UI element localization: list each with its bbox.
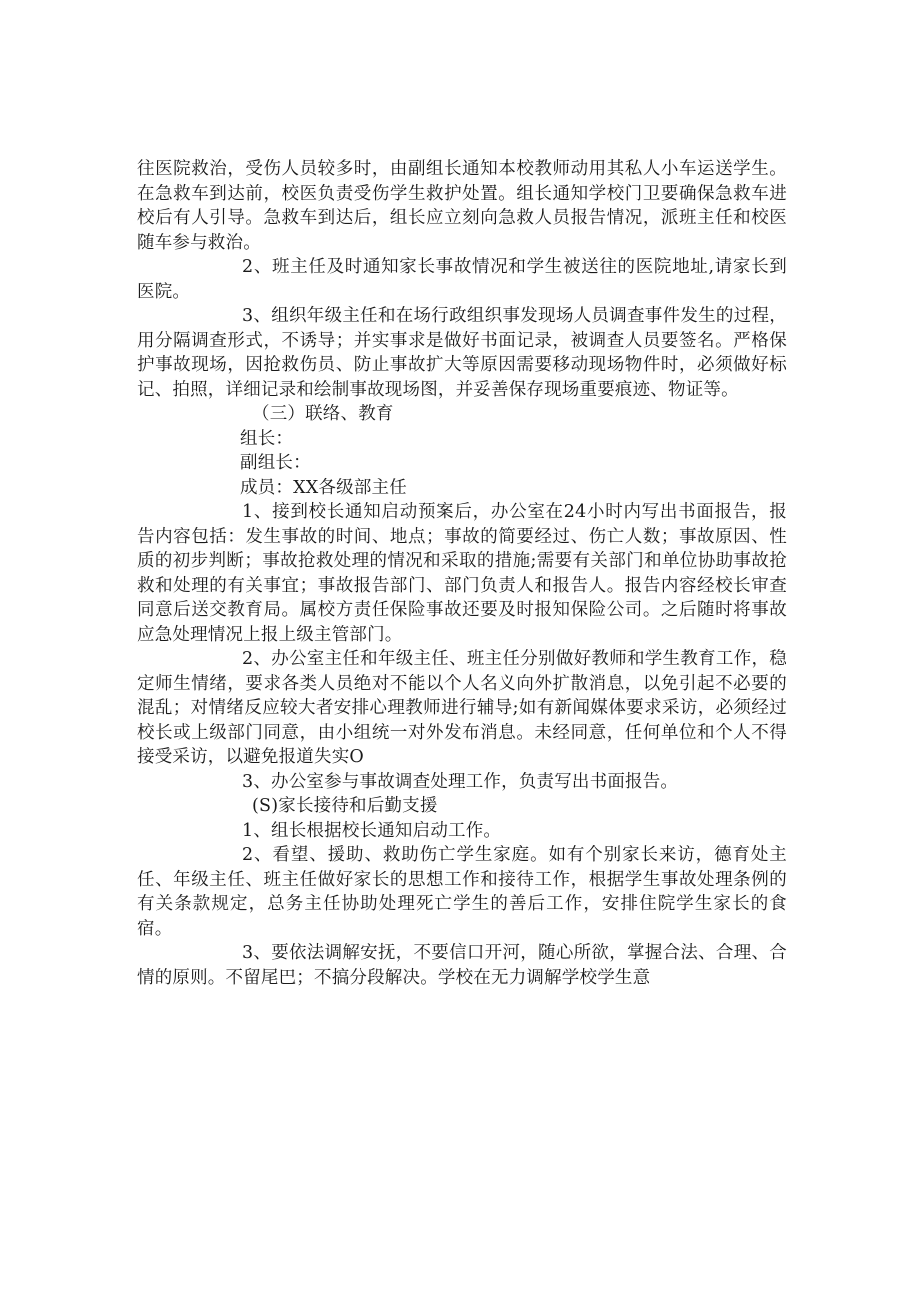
paragraph-education-work: 2、办公室主任和年级主任、班主任分别做好教师和学生教育工作，稳定师生情绪，要求各类人员绝对不能以个人名义向外扩散消息，以免引起不必要的混乱；对情绪反应较大者安排心理教师进行辅导;如有新闻媒体要求采访，必须经过校长或上级部门同意，由小组统一对外发布消息。未经同意，任何单位和个人不得接受采访，以避免报道失实O xyxy=(137,649,787,767)
role-members: 成员：XX各级部主任 xyxy=(240,477,407,498)
document-body xyxy=(137,157,787,990)
paragraph-office-participation: 3、办公室参与事故调查处理工作，负责写出书面报告。 xyxy=(242,771,679,792)
paragraph-investigation: 3、组织年级主任和在场行政组织事发现场人员调查事件发生的过程，用分隔调查形式，不诱导；并实事求是做好书面记录，被调查人员要签名。严格保护事故现场，因抢救伤员、防止事故扩大等原因需要移动现场物件时，必须做好标记、拍照，详细记录和绘制事故现场图，并妥善保存现场重要痕迹、物证等。 xyxy=(137,306,787,400)
paragraph-visit-families: 2、看望、援助、救助伤亡学生家庭。如有个别家长来访，德育处主任、年级主任、班主任做好家长的思想工作和接待工作，根据学生事故处理条例的有关条款规定，总务主任协助处理死亡学生的善后工作，安排住院学生家长的食宿。 xyxy=(137,845,787,939)
section-heading-liaison: （三）联络、教育 xyxy=(252,404,394,424)
section-heading-parents-logistics: (S)家长接待和后勤支援 xyxy=(252,796,438,816)
paragraph-notify-parents: 2、班主任及时通知家长事故情况和学生被送往的医院地址,请家长到医院。 xyxy=(137,257,787,302)
paragraph-mediation: 3、要依法调解安抚，不要信口开河，随心所欲，掌握合法、合理、合情的原则。不留尾巴；不搞分段解决。学校在无力调解学校学生意 xyxy=(137,943,787,988)
paragraph-start-work: 1、组长根据校长通知启动工作。 xyxy=(242,820,502,841)
paragraph-written-report: 1、接到校长通知启动预案后，办公室在24小时内写出书面报告，报告内容包括：发生事故的时间、地点；事故的简要经过、伤亡人数；事故原因、性质的初步判断；事故抢救处理的情况和采取的措施;需要有关部门和单位协助事故抢救和处理的有关事宜；事故报告部门、部门负责人和报告人。报告内容经校长审查同意后送交教育局。属校方责任保险事故还要及时报知保险公司。之后随时将事故应急处理情况上报上级主管部门。 xyxy=(137,502,787,645)
role-deputy-leader: 副组长： xyxy=(240,453,311,473)
role-leader: 组长： xyxy=(240,428,294,449)
paragraph-continued: 往医院救治，受伤人员较多时，由副组长通知本校教师动用其私人小车运送学生。在急救车到达前，校医负责受伤学生救护处置。组长通知学校门卫要确保急救车进校后有人引导。急救车到达后，组长应立刻向急救人员报告情况，派班主任和校医随车参与救治。 xyxy=(137,159,787,253)
